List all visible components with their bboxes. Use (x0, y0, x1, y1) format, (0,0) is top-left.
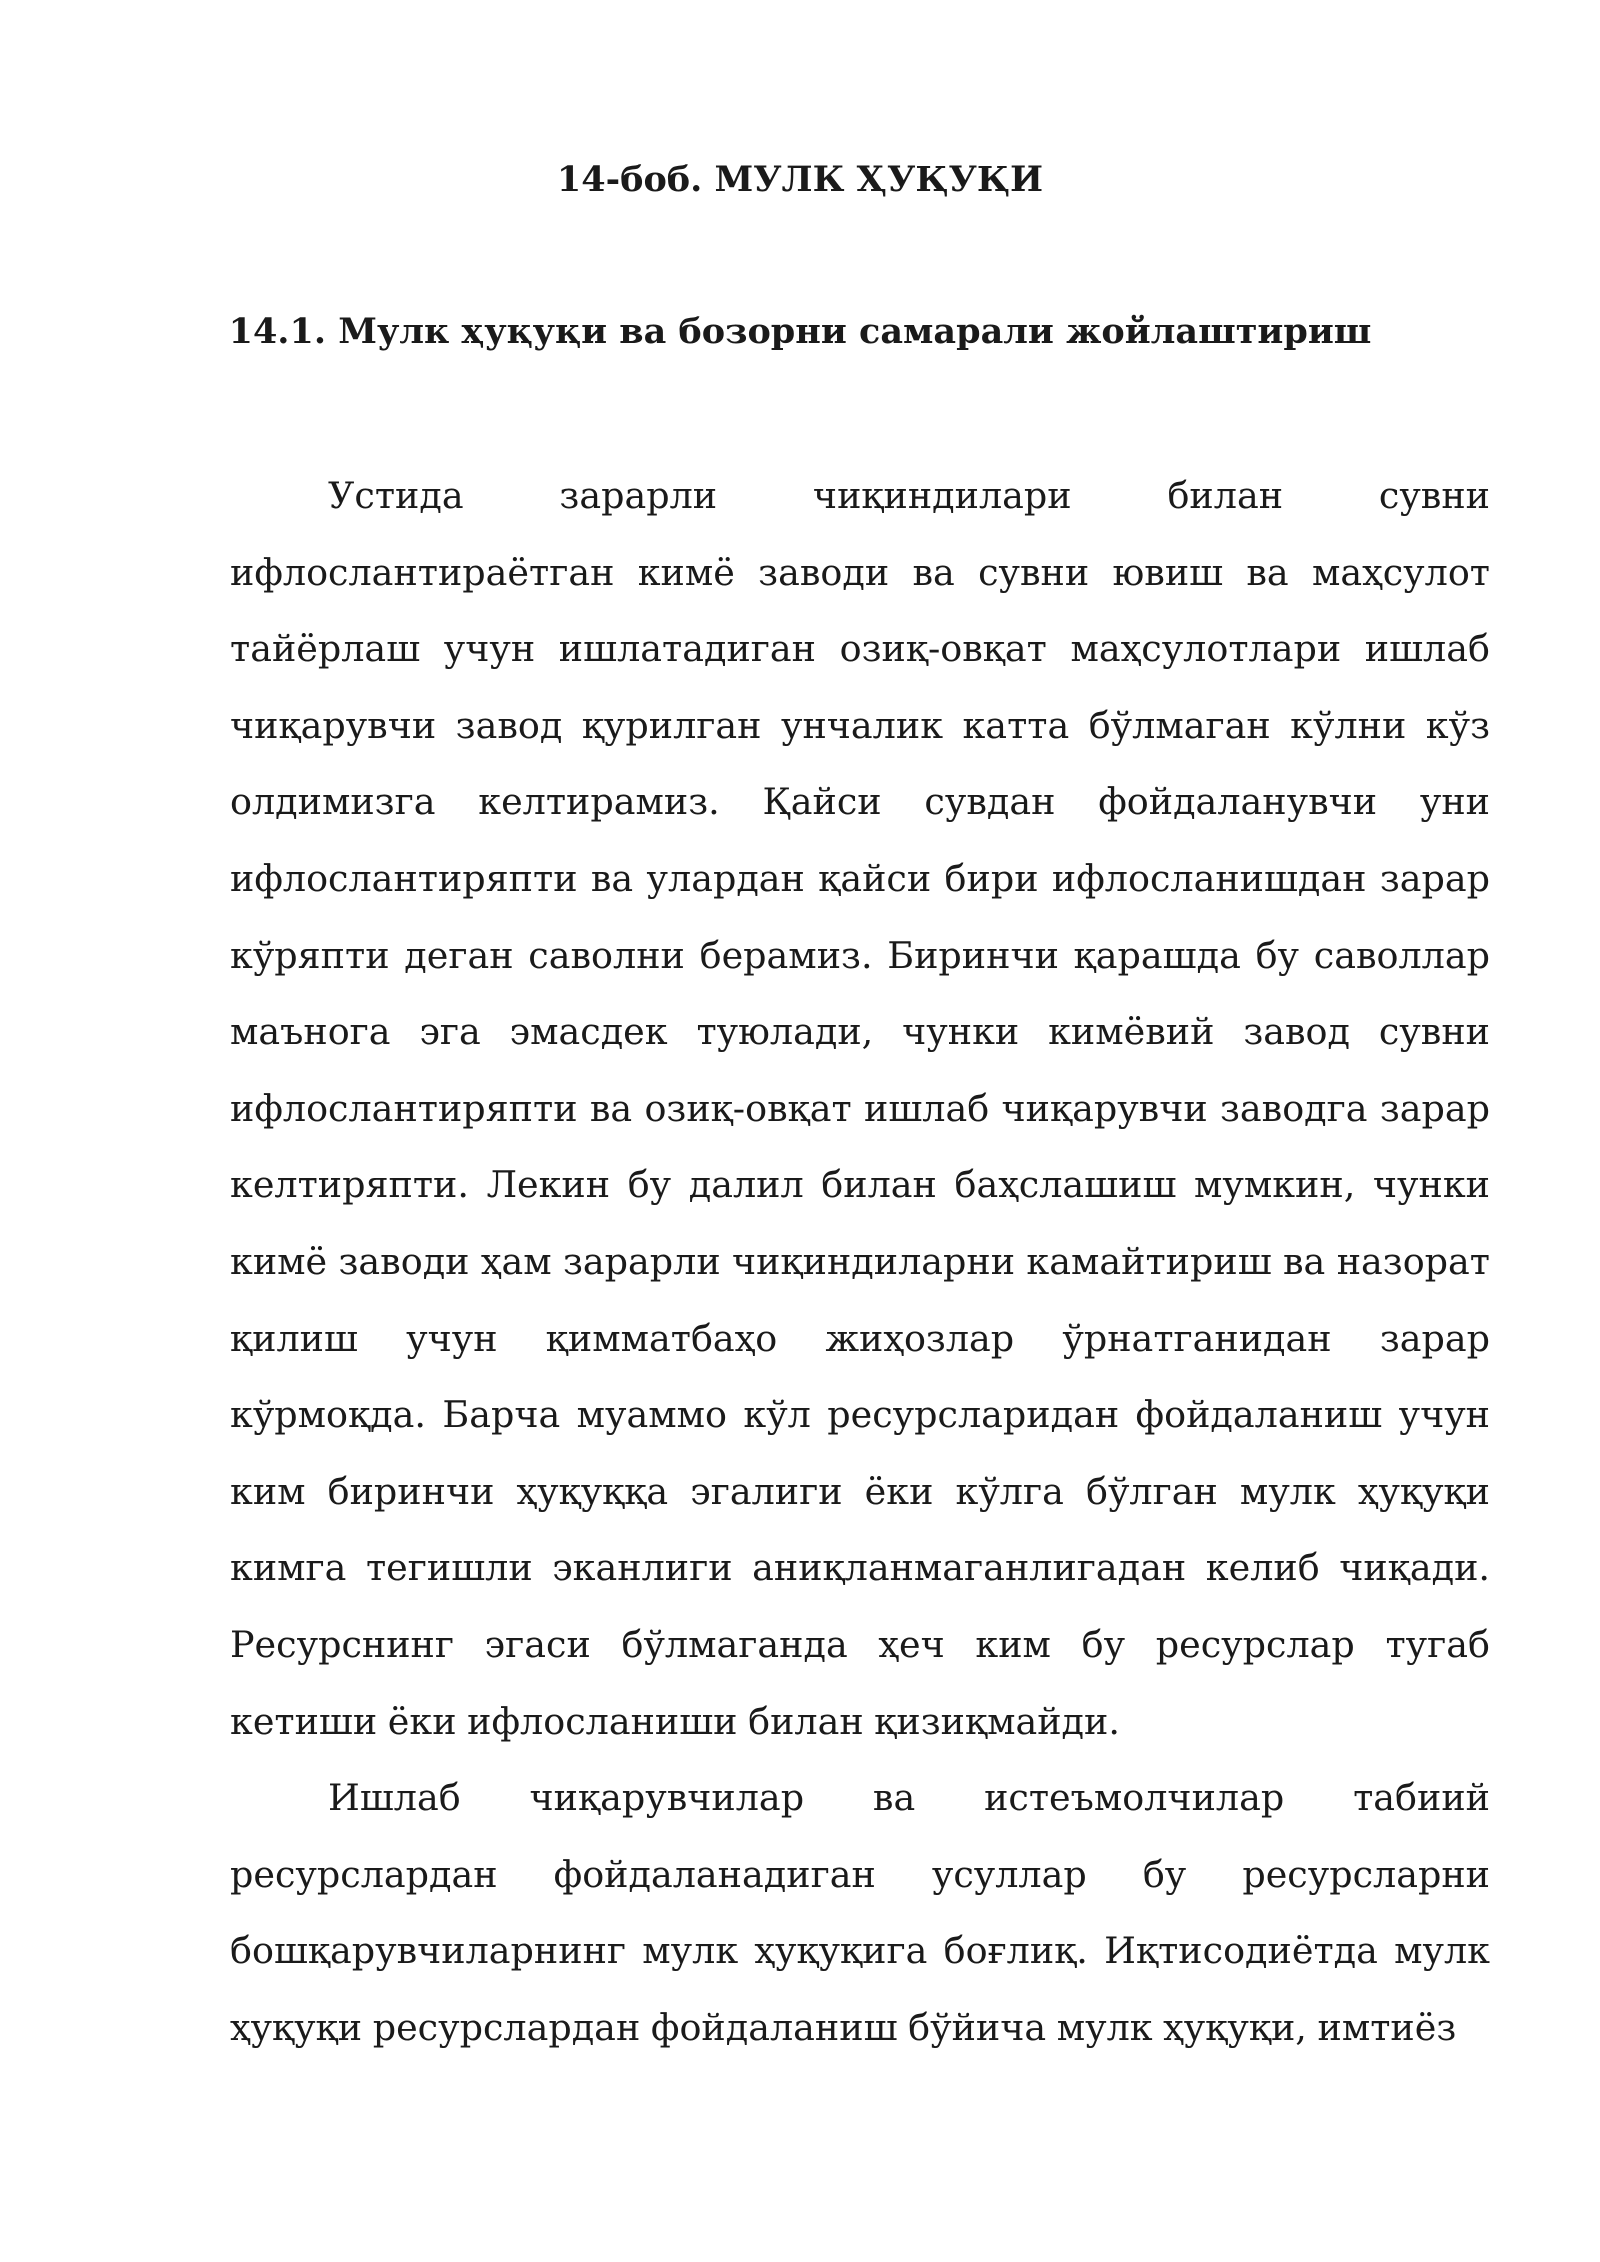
paragraph: Устида зарарли чиқиндилари билан сувни ифлослантираётган кимё заводи ва сувни ювиш ва маҳсулот тайёрлаш учун ишлатадиган озиқ-овқат маҳсулотлари ишлаб чиқарувчи завод қурилган унчалик катта бўлмаган кўлни кўз олдимизга келтирамиз. Қайси сувдан фойдаланувчи уни ифлослантиряпти ва улардан қайси бири ифлосланишдан зарар кўряпти деган саволни берамиз. Биринчи қарашда бу саволлар маънога эга эмасдек туюлади, чунки кимёвий завод сувни ифлослантиряпти ва озиқ-овқат ишлаб чиқарувчи заводга зарар келтиряпти. Лекин бу далил билан баҳслашиш мумкин, чунки кимё заводи ҳам зарарли чиқиндиларни камайтириш ва назорат қилиш учун қимматбаҳо жиҳозлар ўрнатганидан зарар кўрмоқда. Барча муаммо кўл ресурсларидан фойдаланиш учун ким биринчи ҳуқуққа эгалиги ёки кўлга бўлган мулк ҳуқуқи кимга тегишли эканлиги аниқланмаганлигадан келиб чиқади. Ресурснинг эгаси бўлмаганда ҳеч ким бу ресурслар тугаб кетиши ёки ифлосланиши билан қизиқмайди. (230, 474, 1490, 1743)
section-title: 14.1. Мулк ҳуқуқи ва бозорни самарали жойлаштириш (228, 311, 1372, 352)
paragraph: Ишлаб чиқарувчилар ва истеъмолчилар табиий ресурслардан фойдаланадиган усуллар бу ресурсларни бошқарувчиларнинг мулк ҳуқуқига боғлиқ. Иқтисодиётда мулк ҳуқуқи ресурслардан фойдаланиш бўйича мулк ҳуқуқи, имтиёз (230, 1776, 1490, 2049)
chapter-title: 14-боб. МУЛК ҲУҚУҚИ (556, 159, 1044, 200)
body-text (230, 458, 1490, 2066)
